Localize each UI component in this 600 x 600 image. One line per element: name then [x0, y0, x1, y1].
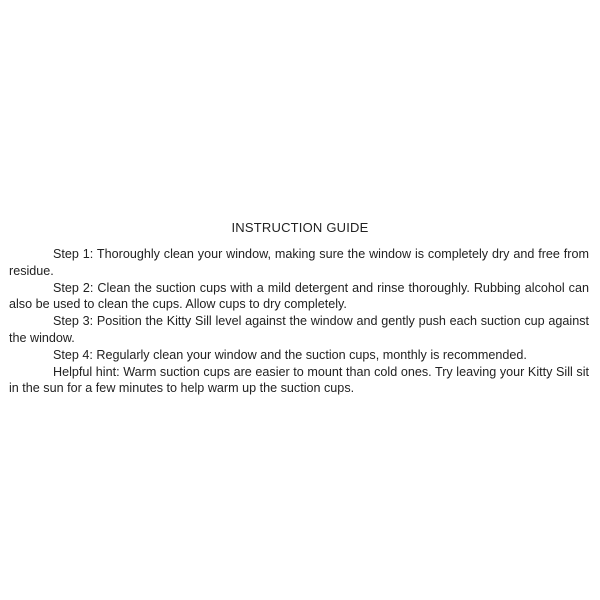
helpful-hint-text: Helpful hint: Warm suction cups are easier to mount than cold ones. Try leaving your Kitty Sill sit in the sun for a few minutes to help warm up the suction cups.	[9, 364, 589, 396]
step-1-text: Step 1: Thoroughly clean your window, making sure the window is completely dry and free from residue.	[9, 247, 589, 278]
step-3-text: Step 3: Position the Kitty Sill level against the window and gently push each suction cup against the window.	[9, 314, 589, 345]
step-4-text: Step 4: Regularly clean your window and the suction cups, monthly is recommended.	[53, 347, 527, 362]
step-2-text: Step 2: Clean the suction cups with a mild detergent and rinse thoroughly. Rubbing alcohol can also be used to clean the cups. Allow cups to dry completely.	[9, 280, 589, 312]
instructions-body	[9, 246, 589, 397]
document-title: INSTRUCTION GUIDE	[231, 220, 369, 235]
